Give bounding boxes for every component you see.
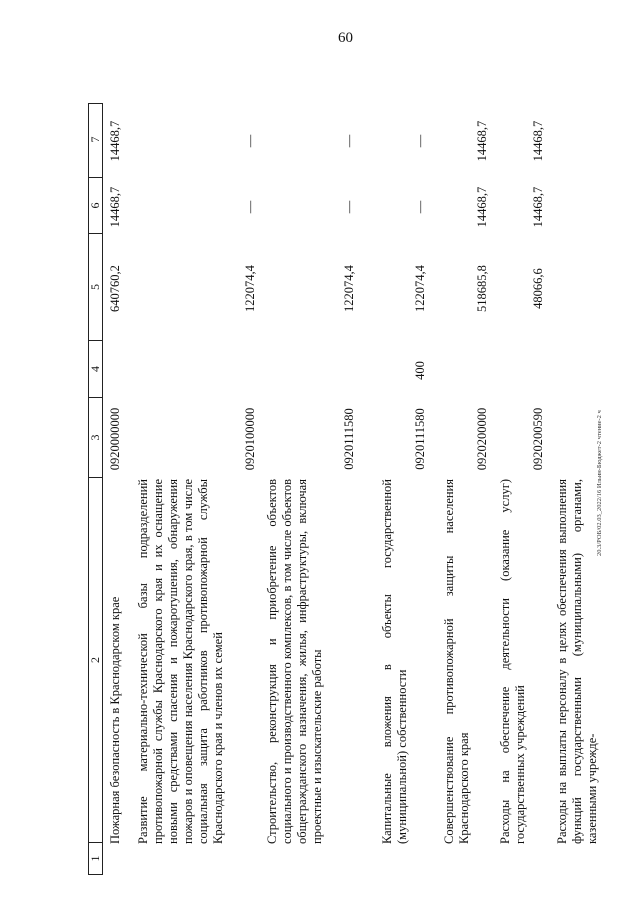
- row-sum-2: 14468,7: [108, 186, 122, 228]
- row-description: Капитальные вложения в объекты государственной (муниципальной) собственности: [380, 479, 409, 844]
- table-row: [498, 103, 546, 875]
- row-sum-3: 14468,7: [531, 120, 545, 162]
- row-sum-2: —: [342, 200, 356, 214]
- row-description: Расходы на обеспечение деятельности (оказание услуг) государственных учреждений: [498, 479, 527, 844]
- row-code: 0920200000: [475, 407, 489, 471]
- row-sum-2: —: [243, 200, 257, 214]
- row-sum-3: —: [342, 134, 356, 148]
- table-row: [442, 103, 490, 875]
- column-header-4: 4: [89, 341, 102, 398]
- row-sum-1: 518685,8: [475, 265, 489, 312]
- row-sum-2: 14468,7: [475, 186, 489, 228]
- row-sum-1: 122074,4: [243, 265, 257, 312]
- row-sum-3: —: [243, 134, 257, 148]
- column-header-7: 7: [89, 102, 102, 178]
- row-sum-1: 640760,2: [108, 265, 122, 312]
- row-sum-3: 14468,7: [475, 120, 489, 162]
- row-code: 0920111580: [342, 408, 356, 470]
- row-sum-2: —: [413, 200, 427, 214]
- column-header-2: 2: [89, 478, 102, 843]
- row-sum-2: 14468,7: [531, 186, 545, 228]
- row-code: 0920200590: [531, 407, 545, 471]
- column-header-3: 3: [89, 398, 102, 478]
- row-sum-1: 122074,4: [342, 265, 356, 312]
- table-row: [265, 103, 357, 875]
- row-description: Развитие материально-технической базы подразделений противопожарной службы Краснодарского края и их оснащение новыми средствами спасения и пожаротушения, обнаружения пожаров и оповещения населения Краснодарского края, в том числе социальная защита работников противопожарной службы Краснодарского края и членов их семей: [136, 479, 225, 844]
- row-description: Расходы на выплаты персоналу в целях обеспечения выполнения функций государственными (муниципальными) органами, казенными учрежде-: [555, 479, 599, 844]
- side-document-code: 20.3/РОБ/02.03_2022/16 Ильин-Бюджет-2 чтение-2 ч: [596, 410, 603, 556]
- table-row: [108, 103, 126, 875]
- table-row: [136, 103, 258, 875]
- row-code: 0920100000: [243, 407, 257, 471]
- row-sum-1: 48066,6: [531, 268, 545, 309]
- table-row: [380, 103, 428, 875]
- page-number: 60: [338, 30, 353, 46]
- column-header-6: 6: [89, 178, 102, 234]
- column-header-5: 5: [89, 234, 102, 341]
- row-sum-3: 14468,7: [108, 120, 122, 162]
- row-code: 0920111580: [413, 408, 427, 470]
- row-code: 0920000000: [108, 407, 122, 471]
- row-description: Пожарная безопасность в Краснодарском крае: [108, 596, 122, 844]
- row-type: 400: [413, 361, 427, 380]
- table-row: [555, 103, 615, 875]
- column-header-row: [88, 103, 103, 875]
- row-sum-3: —: [413, 134, 427, 148]
- row-description: Совершенствование противопожарной защиты населения Краснодарского края: [442, 479, 471, 844]
- row-sum-1: 122074,4: [413, 265, 427, 312]
- row-description: Строительство, реконструкция и приобретение объектов социального и производственного комплексов, в том числе объектов общегражданского назначения, жилья, инфраструктуры, включая проектные и изыскательские работы: [265, 479, 324, 844]
- column-header-1: 1: [88, 855, 102, 862]
